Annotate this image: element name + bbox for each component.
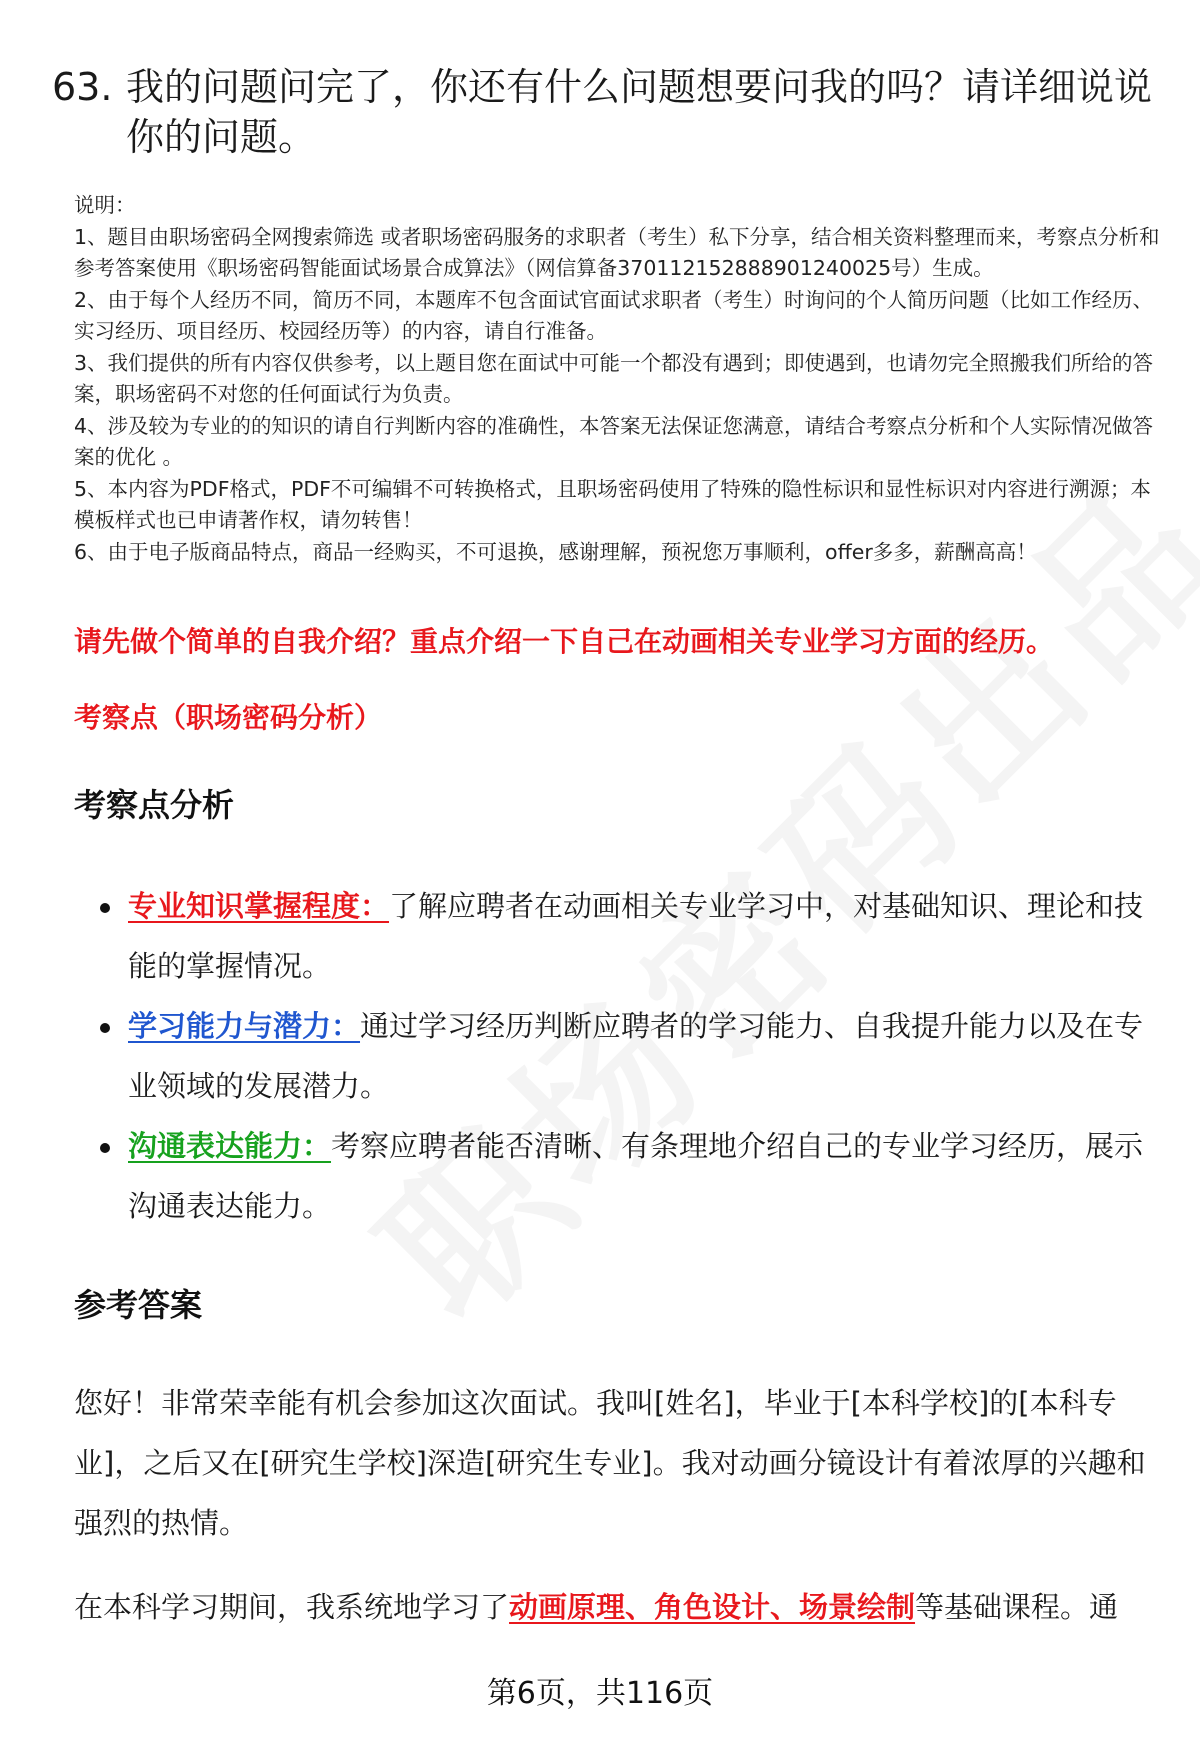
notes-heading: 说明： xyxy=(74,193,136,217)
answer-paragraph xyxy=(74,1577,1154,1637)
list-item xyxy=(74,996,1154,1116)
bullet-keyword: 学习能力与潜力： xyxy=(128,1009,361,1043)
page-footer: 第6页，共116页 xyxy=(486,1676,714,1711)
bullet-icon xyxy=(100,903,110,913)
note-item: 1、题目由职场密码全网搜索筛选 或者职场密码服务的求职者（考生）私下分享，结合相关资料整理而来，考察点分析和参考答案使用《职场密码智能面试场景合成算法》（网信算备370112152888901240025号）生成。 xyxy=(74,224,1160,280)
analysis-label: 考察点（职场密码分析） xyxy=(74,701,383,734)
analysis-heading: 考察点分析 xyxy=(74,786,235,824)
note-item: 6、由于电子版商品特点，商品一经购买，不可退换，感谢理解，预祝您万事顺利，offer多多，薪酬高高！ xyxy=(74,539,1037,564)
note-item: 2、由于每个人经历不同，简历不同，本题库不包含面试官面试求职者（考生）时询问的个人简历问题（比如工作经历、实习经历、项目经历、校园经历等）的内容，请自行准备。 xyxy=(74,287,1154,343)
question-text: 我的问题问完了，你还有什么问题想要问我的吗？请详细说说你的问题。 xyxy=(126,65,1153,159)
answer-text: 等基础课程。通 xyxy=(915,1590,1119,1624)
bullet-icon xyxy=(100,1143,110,1153)
answer-paragraph: 您好！非常荣幸能有机会参加这次面试。我叫[姓名]，毕业于[本科学校]的[本科专业]，之后又在[研究生学校]深造[研究生专业]。我对动画分镜设计有着浓厚的兴趣和强烈的热情。 xyxy=(74,1386,1146,1540)
note-item: 3、我们提供的所有内容仅供参考，以上题目您在面试中可能一个都没有遇到；即使遇到，也请勿完全照搬我们所给的答案，职场密码不对您的任何面试行为负责。 xyxy=(74,350,1154,406)
answer-highlight: 动画原理、角色设计、场景绘制 xyxy=(509,1590,916,1624)
question-title xyxy=(52,62,1152,162)
bullet-keyword: 专业知识掌握程度： xyxy=(128,889,390,923)
list-item xyxy=(74,876,1154,996)
bullet-text: 通过学习经历判断应聘者的学习能力、自我提升能力以及在专业领域的发展潜力。 xyxy=(128,1009,1144,1103)
notes-section xyxy=(74,190,1164,568)
answer-heading: 参考答案 xyxy=(74,1286,203,1324)
question-number: 63. xyxy=(52,65,113,109)
list-item xyxy=(74,1116,1154,1236)
note-item: 4、涉及较为专业的的知识的请自行判断内容的准确性，本答案无法保证您满意，请结合考察点分析和个人实际情况做答案的优化 。 xyxy=(74,413,1154,469)
bullet-text: 考察应聘者能否清晰、有条理地介绍自己的专业学习经历，展示沟通表达能力。 xyxy=(128,1129,1144,1223)
answer-text: 在本科学习期间，我系统地学习了 xyxy=(74,1590,510,1624)
bullet-icon xyxy=(100,1023,110,1033)
analysis-list xyxy=(74,876,1154,1236)
interview-question: 请先做个简单的自我介绍？重点介绍一下自己在动画相关专业学习方面的经历。 xyxy=(74,625,1055,658)
note-item: 5、本内容为PDF格式，PDF不可编辑不可转换格式，且职场密码使用了特殊的隐性标识和显性标识对内容进行溯源；本模板样式也已申请著作权，请勿转售！ xyxy=(74,476,1151,532)
bullet-text: 了解应聘者在动画相关专业学习中，对基础知识、理论和技能的掌握情况。 xyxy=(128,889,1144,983)
bullet-keyword: 沟通表达能力： xyxy=(128,1129,332,1163)
